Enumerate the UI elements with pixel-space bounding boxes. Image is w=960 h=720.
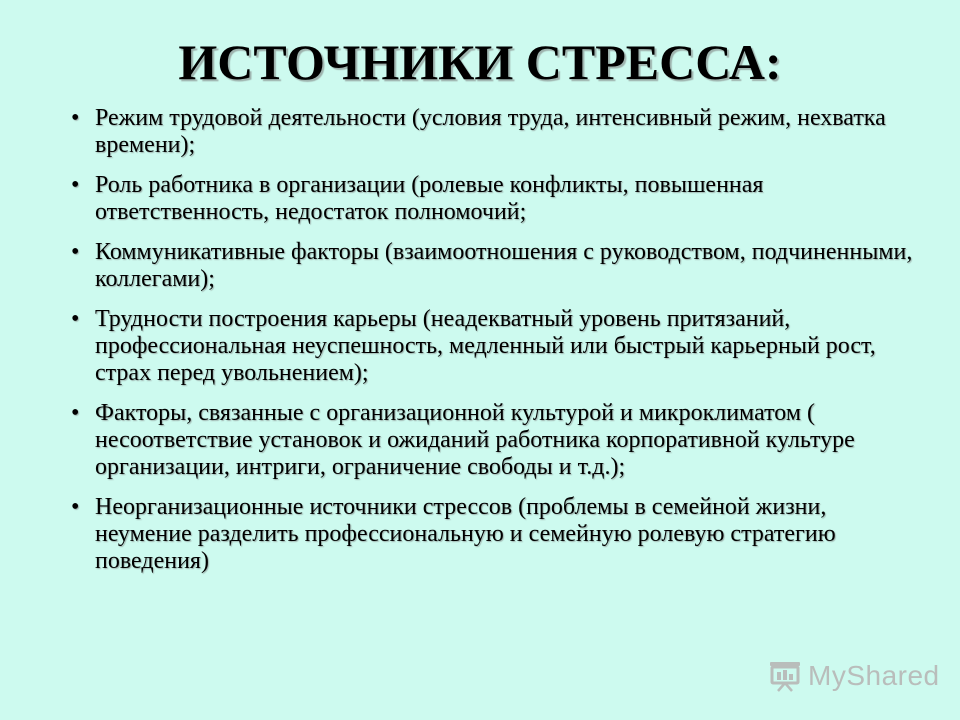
watermark-logo[interactable] <box>768 656 940 696</box>
bullet-item <box>60 239 920 293</box>
bullet-item <box>60 172 920 226</box>
bullet-list <box>60 105 920 588</box>
bullet-text: Неорганизационные источники стрессов (проблемы в семейной жизни, неумение разделить профессиональную и семейную ролевую стратегию поведения) <box>95 494 836 574</box>
bullet-item <box>60 400 920 481</box>
bullet-dot: • <box>71 494 80 520</box>
bullet-text: Факторы, связанные с организационной культурой и микроклиматом ( несоответствие установок и ожиданий работника корпоративной культуре организации, интриги, ограничение свободы и т.д.); <box>95 400 855 480</box>
bullet-text: Роль работника в организации (ролевые конфликты, повышенная ответственность, недостаток полномочий; <box>95 172 764 225</box>
presentation-board-icon <box>768 659 802 693</box>
bullet-item <box>60 105 920 159</box>
bullet-dot: • <box>71 172 80 198</box>
bullet-text: Коммуникативные факторы (взаимоотношения с руководством, подчиненными, коллегами); <box>95 239 913 292</box>
bullet-dot: • <box>71 239 80 265</box>
bullet-dot: • <box>71 105 80 131</box>
bullet-text: Режим трудовой деятельности (условия труда, интенсивный режим, нехватка времени); <box>95 105 886 158</box>
watermark-text: MyShared <box>808 660 940 691</box>
bullet-text: Трудности построения карьеры (неадекватный уровень притязаний, профессиональная неуспешность, медленный или быстрый карьерный рост, страх перед увольнением); <box>95 306 876 386</box>
bullet-dot: • <box>71 306 80 332</box>
bullet-dot: • <box>71 400 80 426</box>
slide-title: ИСТОЧНИКИ СТРЕССА: <box>178 34 782 90</box>
bullet-item <box>60 306 920 387</box>
bullet-item <box>60 494 920 575</box>
